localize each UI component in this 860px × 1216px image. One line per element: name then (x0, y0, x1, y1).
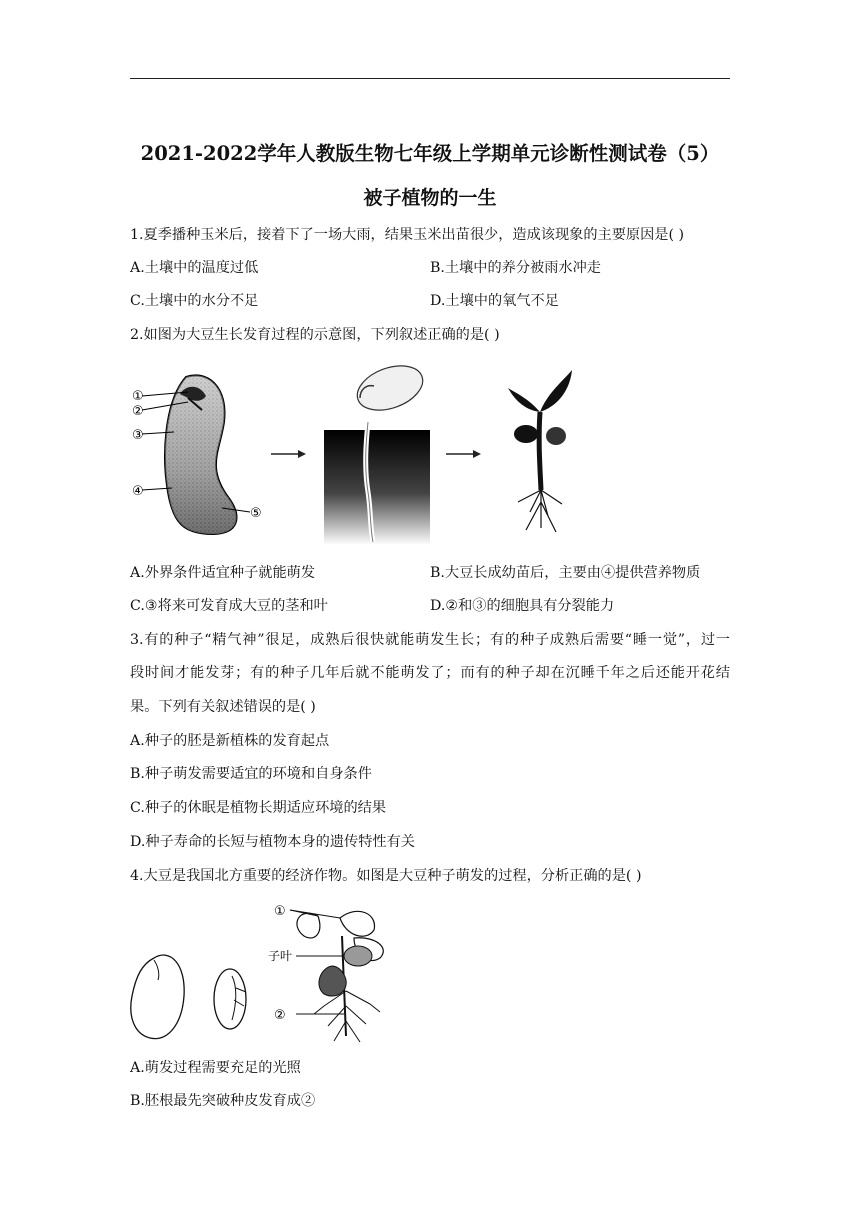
question-4-stem: 4.大豆是我国北方重要的经济作物。如图是大豆种子萌发的过程，分析正确的是( ) (130, 868, 642, 884)
q1-option-d: D.土壤中的氧气不足 (430, 293, 559, 309)
germinating-seed-drawing (324, 362, 430, 545)
figure-label-1: ① (274, 904, 286, 919)
seedling-drawing (508, 370, 572, 532)
seedling-stage-drawing (290, 910, 383, 1042)
figure-label-1: ① (132, 389, 144, 404)
arrow-icon (271, 450, 306, 458)
figure-label-4: ④ (132, 484, 144, 499)
q3-option-d: D.种子寿命的长短与植物本身的遗传特性有关 (130, 834, 415, 850)
question-3-stem-line-2: 段时间才能发芽；有的种子几年后就不能萌发了；而有的种子却在沉睡千年之后还能开花结 (130, 665, 730, 681)
q2-option-a: A.外界条件适宜种子就能萌发 (130, 565, 316, 581)
figure-label-2: ② (132, 404, 144, 419)
q3-option-a: A.种子的胚是新植株的发育起点 (130, 733, 330, 749)
header-rule (130, 78, 730, 79)
question-3-stem-line-1: 3.有的种子“精气神”很足，成熟后很快就能萌发生长；有的种子成熟后需要“睡一觉”，过一 (130, 632, 730, 648)
question-1-stem: 1.夏季播种玉米后，接着下了一场大雨，结果玉米出苗很少，造成该现象的主要原因是( ) (130, 227, 685, 243)
bean-seed-drawing (142, 375, 250, 534)
q2-option-b: B.大豆长成幼苗后，主要由④提供营养物质 (430, 565, 701, 581)
figure-label-cotyledon: 子叶 (268, 949, 293, 963)
q3-option-c: C.种子的休眠是植物长期适应环境的结果 (130, 800, 387, 816)
page-subtitle: 被子植物的一生 (363, 187, 497, 209)
q1-option-a: A.土壤中的温度过低 (130, 260, 259, 276)
question-3-stem-line-3: 果。下列有关叙述错误的是( ) (130, 699, 316, 715)
figure-label-3: ③ (132, 428, 144, 443)
figure-label-5: ⑤ (250, 506, 262, 521)
figure-label-2: ② (274, 1008, 286, 1023)
seed-stage-1-drawing (131, 955, 184, 1039)
q1-option-b: B.土壤中的养分被雨水冲走 (430, 260, 601, 276)
q3-option-b: B.种子萌发需要适宜的环境和自身条件 (130, 766, 372, 782)
seed-stage-2-drawing (214, 969, 246, 1029)
q4-option-b: B.胚根最先突破种皮发育成② (130, 1093, 316, 1109)
arrow-icon (446, 450, 481, 458)
soybean-germination-figure (128, 896, 428, 1046)
page-title: 2021-2022学年人教版生物七年级上学期单元诊断性测试卷（5） (140, 142, 720, 165)
q4-option-a: A.萌发过程需要充足的光照 (130, 1060, 301, 1076)
q1-option-c: C.土壤中的水分不足 (130, 293, 259, 309)
q2-option-d: D.②和③的细胞具有分裂能力 (430, 598, 615, 614)
q2-option-c: C.③将来可发育成大豆的茎和叶 (130, 598, 328, 614)
question-2-stem: 2.如图为大豆生长发育过程的示意图，下列叙述正确的是( ) (130, 327, 500, 343)
soybean-growth-figure (128, 362, 598, 550)
